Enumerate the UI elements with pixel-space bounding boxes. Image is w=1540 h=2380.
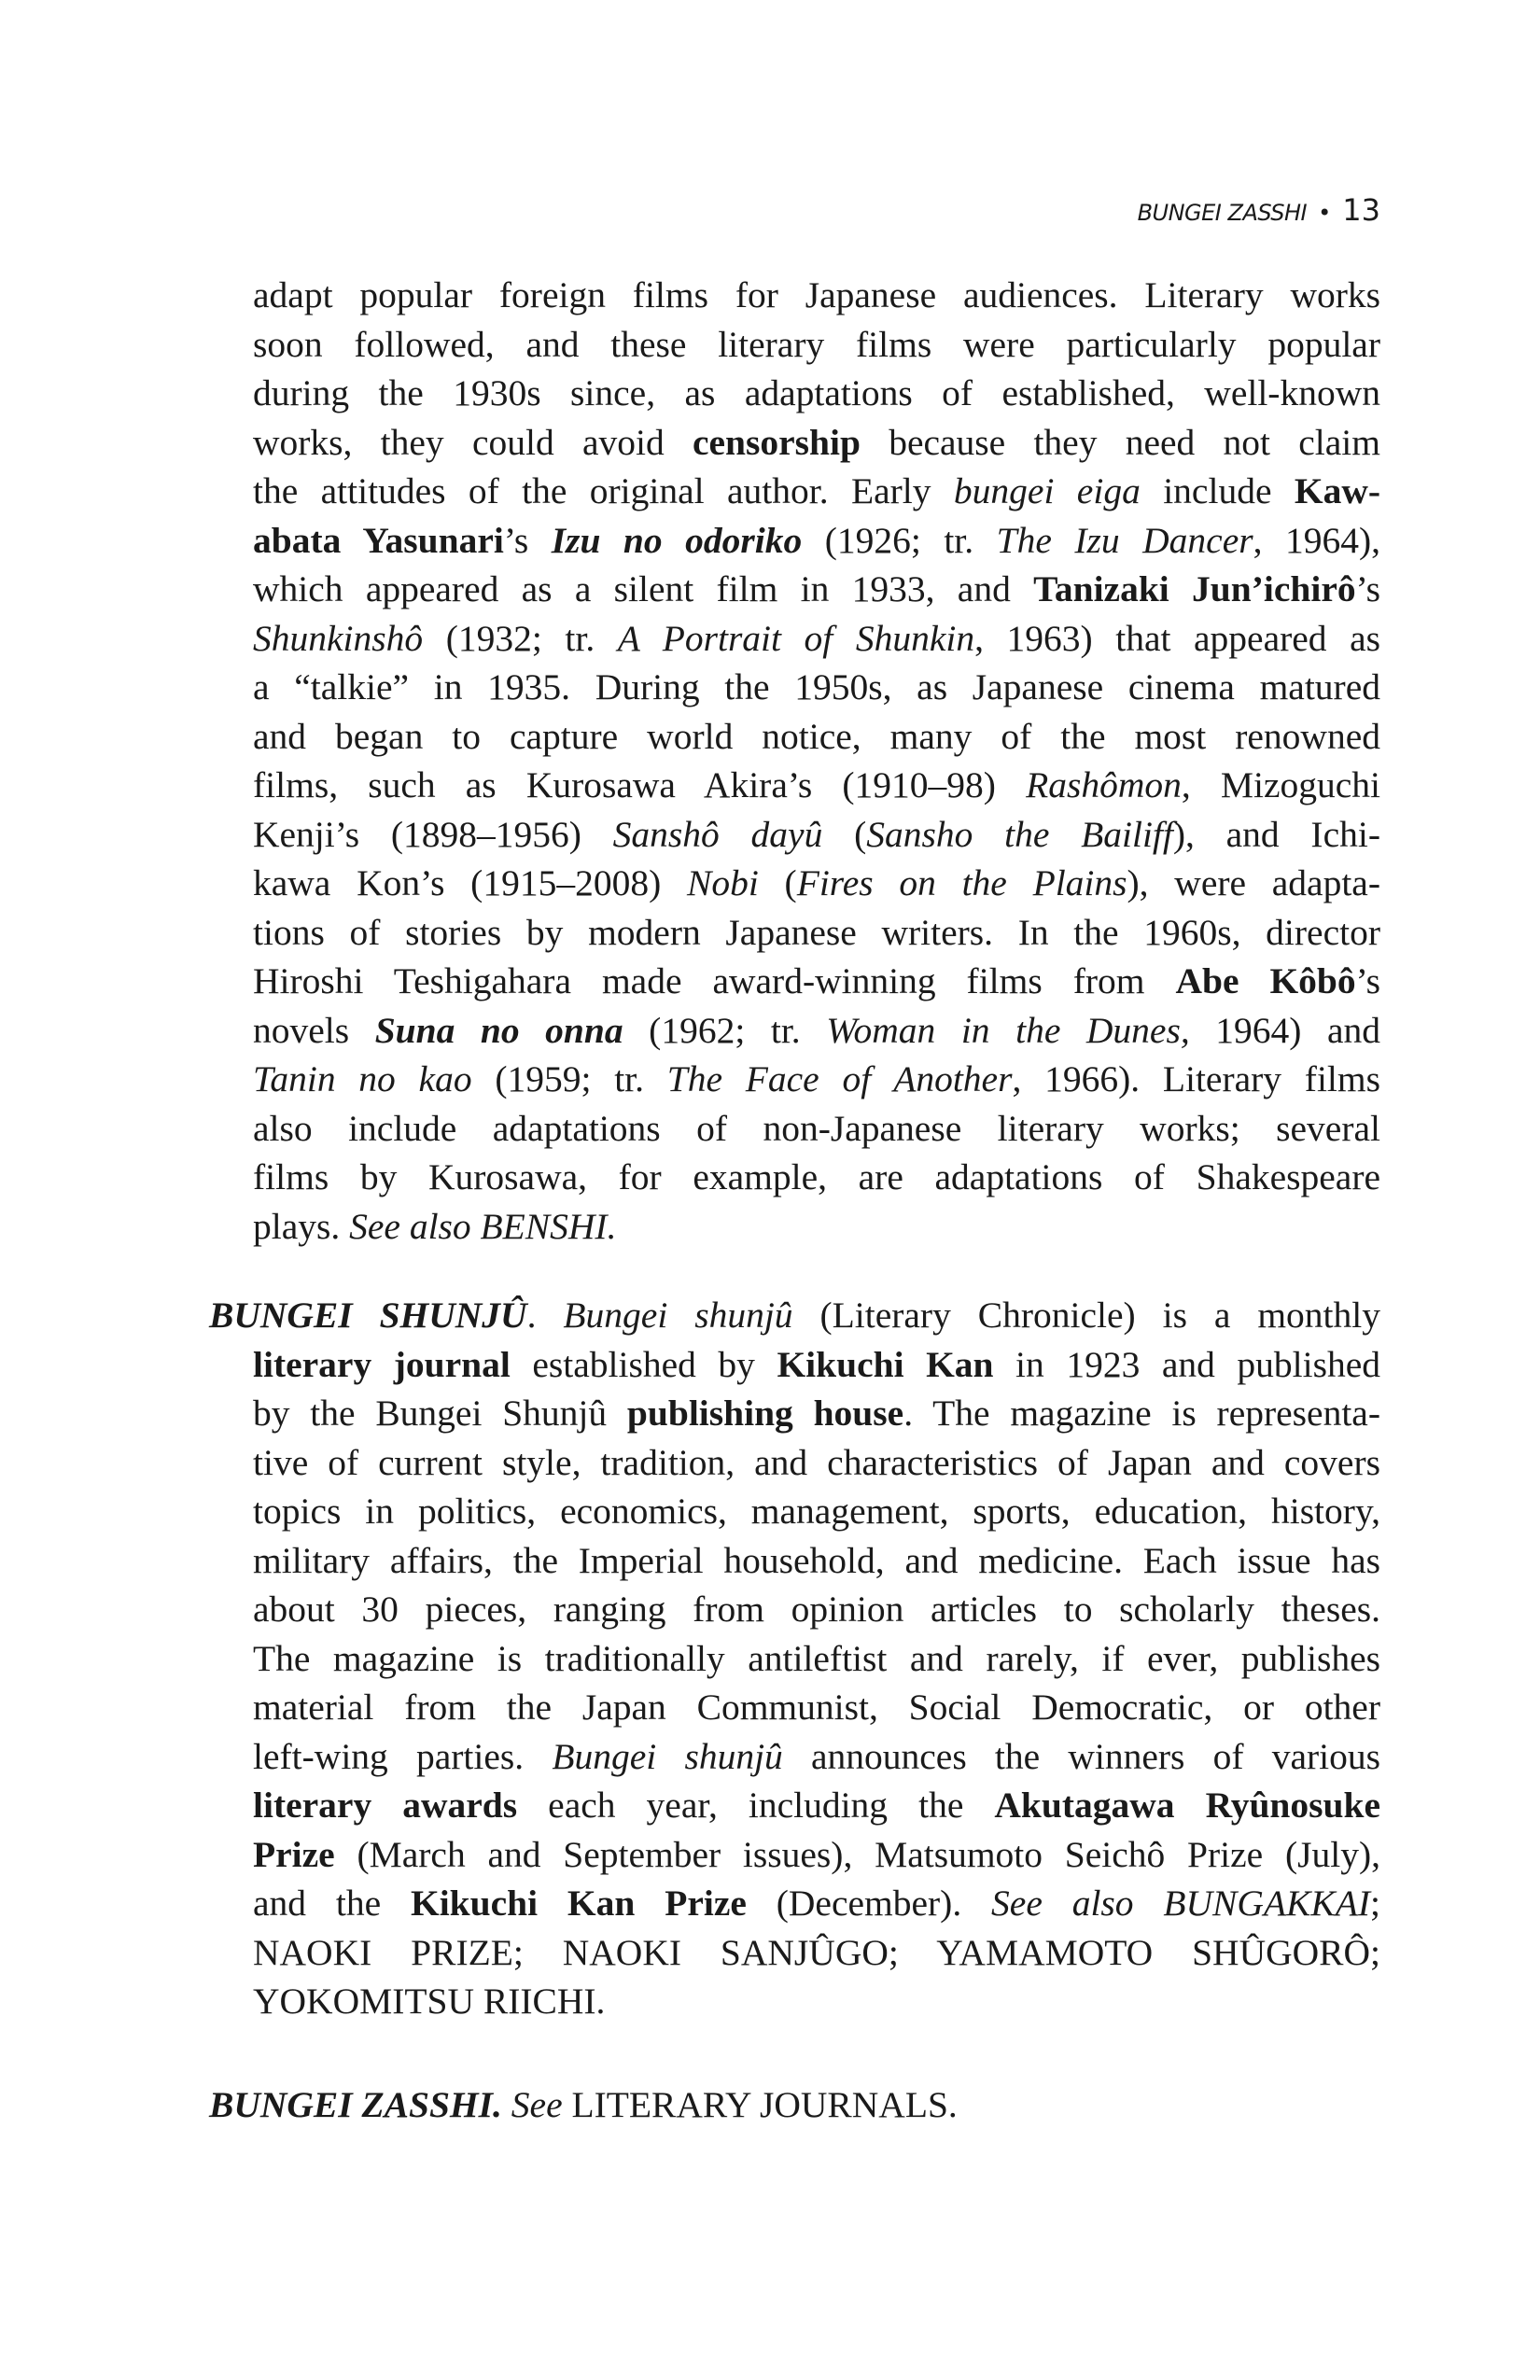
text-run: works, they could avoid <box>253 421 693 463</box>
text-run: (March and September issues), Matsumoto Seichô Prize (July), <box>334 1833 1380 1875</box>
bold-term: Prize <box>253 1833 335 1875</box>
text-line <box>209 1291 1380 1340</box>
text-run: the attitudes of the original author. Early <box>253 470 954 511</box>
text-line <box>209 2080 1380 2130</box>
text-line <box>253 1104 1380 1154</box>
text-run: about 30 pieces, ranging from opinion articles to scholarly theses. <box>253 1589 1380 1630</box>
headword: BUNGEI ZASSHI. <box>209 2084 502 2125</box>
bold-term: Tanizaki Jun’ichirô <box>1033 568 1356 609</box>
text-line <box>253 516 1380 566</box>
text-line <box>253 1340 1380 1390</box>
text-run: NAOKI PRIZE; NAOKI SANJÛGO; YAMAMOTO SHÛGORÔ; <box>253 1931 1380 1973</box>
italic-text: The Izu Dancer <box>996 519 1253 561</box>
text-run: ’s <box>503 519 552 561</box>
text-run: a “talkie” in 1935. During the 1950s, as Japanese cinema matured <box>253 666 1380 707</box>
text-line <box>253 1055 1380 1104</box>
text-run: kawa Kon’s (1915–2008) <box>253 862 687 903</box>
text-run: films by Kurosawa, for example, are adaptations of Shakespeare <box>253 1156 1380 1197</box>
bold-term: censorship <box>692 421 861 463</box>
italic-text: A Portrait of Shunkin <box>617 617 975 659</box>
text-line <box>253 663 1380 712</box>
text-line <box>253 1153 1380 1202</box>
text-line <box>253 1781 1380 1830</box>
text-run: LITERARY JOURNALS. <box>562 2084 958 2125</box>
text-run: , 1966). Literary films <box>1012 1058 1380 1099</box>
text-run: military affairs, the Imperial household, and medicine. Each issue has <box>253 1539 1380 1581</box>
italic-text: Sansho the Bailiff <box>866 813 1173 855</box>
text-run: . <box>526 1295 564 1336</box>
text-run: established by <box>510 1343 777 1385</box>
text-run: Hiroshi Teshigahara made award-winning films from <box>253 960 1176 1001</box>
text-run: by the Bungei Shunjû <box>253 1393 627 1434</box>
text-run: (1962; tr. <box>623 1009 827 1051</box>
page-number: 13 <box>1342 192 1380 228</box>
entry-bungei-zasshi <box>209 2080 1380 2130</box>
text-run: each year, including the <box>517 1785 995 1826</box>
bold-term: literary journal <box>253 1343 511 1385</box>
text-line <box>253 1389 1380 1438</box>
text-run: plays. <box>253 1205 350 1247</box>
headword: Suna no onna <box>374 1009 623 1051</box>
headword: Izu no odoriko <box>551 519 803 561</box>
running-head <box>1138 192 1380 228</box>
text-run: YOKOMITSU RIICHI. <box>253 1981 606 2022</box>
text-run: ), and Ichi- <box>1172 813 1380 855</box>
text-line <box>253 369 1380 418</box>
text-line <box>253 565 1380 614</box>
text-run: left-wing parties. <box>253 1735 553 1777</box>
italic-text: Fires on the Plains <box>796 862 1127 903</box>
text-run: because they need not claim <box>860 421 1380 463</box>
text-line <box>253 859 1380 908</box>
text-line <box>253 1732 1380 1782</box>
text-run: which appeared as a silent film in 1933, and <box>253 568 1034 609</box>
text-run: ( <box>758 862 797 903</box>
running-head-title: BUNGEI ZASSHI <box>1137 200 1308 226</box>
text-run: , 1964), <box>1253 519 1381 561</box>
text-run <box>502 2084 511 2125</box>
text-run: ’s <box>1355 568 1380 609</box>
bold-term: literary awards <box>253 1785 518 1826</box>
text-run: ; <box>1370 1883 1380 1924</box>
italic-text: Nobi <box>686 862 759 903</box>
bold-term: Kikuchi Kan <box>777 1343 994 1385</box>
text-line <box>253 614 1380 664</box>
text-run: Kenji’s (1898–1956) <box>253 813 613 855</box>
italic-text: Sanshô dayû <box>612 813 823 855</box>
text-run: material from the Japan Communist, Social Democratic, or other <box>253 1687 1380 1728</box>
text-line <box>253 1634 1380 1684</box>
entry-bungei-eiga-continuation <box>253 271 1380 1251</box>
text-line <box>253 418 1380 468</box>
text-run: and began to capture world notice, many of the most renowned <box>253 715 1380 757</box>
text-run: ( <box>822 813 867 855</box>
text-run: tive of current style, tradition, and characteristics of Japan and covers <box>253 1441 1380 1483</box>
bold-term: publishing house <box>626 1393 904 1434</box>
text-run: also include adaptations of non-Japanese literary works; several <box>253 1107 1380 1149</box>
italic-text: See also BENSHI. <box>349 1205 617 1247</box>
text-run: tions of stories by modern Japanese writers. In the 1960s, director <box>253 911 1380 953</box>
text-run: (1959; tr. <box>471 1058 667 1099</box>
text-line <box>253 1585 1380 1634</box>
italic-text: See <box>511 2084 563 2125</box>
text-line <box>253 908 1380 958</box>
italic-text: Bungei shunjû <box>563 1295 793 1336</box>
entry-bungei-shunju <box>209 1291 1381 2026</box>
text-line <box>253 1928 1380 1978</box>
text-run: , Mizoguchi <box>1181 764 1380 805</box>
text-run: The magazine is traditionally antileftist and rarely, if ever, publishes <box>253 1637 1380 1679</box>
italic-text: Bungei shunjû <box>552 1735 783 1777</box>
italic-text: The Face of Another <box>666 1058 1013 1099</box>
bold-term: Akutagawa Ryûnosuke <box>994 1785 1380 1826</box>
text-line <box>253 467 1380 516</box>
text-run: novels <box>253 1009 375 1051</box>
italic-text: bungei eiga <box>953 470 1141 511</box>
bold-term: Abe Kôbô <box>1175 960 1356 1001</box>
text-line <box>253 1006 1380 1056</box>
text-line <box>253 1438 1380 1488</box>
italic-text: See also BUNGAKKAI <box>991 1883 1371 1924</box>
text-run: (December). <box>746 1883 992 1924</box>
text-line <box>253 1830 1380 1880</box>
bold-term: abata Yasunari <box>253 519 504 561</box>
text-line <box>253 712 1380 762</box>
text-line <box>253 320 1380 370</box>
text-run: ), were adapta- <box>1127 862 1380 903</box>
text-line <box>253 271 1380 320</box>
text-run: (1932; tr. <box>423 617 618 659</box>
text-line <box>253 1202 1380 1252</box>
bold-term: Kaw- <box>1294 470 1381 511</box>
text-run: adapt popular foreign films for Japanese audiences. Literary works <box>253 274 1380 315</box>
bold-term: Kikuchi Kan Prize <box>410 1883 747 1924</box>
text-run: soon followed, and these literary films were particularly popular <box>253 323 1380 365</box>
italic-text: Rashômon <box>1026 764 1182 805</box>
text-run: include <box>1140 470 1295 511</box>
italic-text: Woman in the Dunes, <box>826 1009 1190 1051</box>
text-line <box>253 1977 1380 2026</box>
text-run: topics in politics, economics, management, sports, education, history, <box>253 1491 1380 1532</box>
text-line <box>253 810 1380 860</box>
text-run: ’s <box>1355 960 1380 1001</box>
bullet-separator: • <box>1318 200 1332 226</box>
text-line <box>253 1487 1380 1536</box>
italic-text: Tanin no kao <box>253 1058 472 1099</box>
text-run: announces the winners of various <box>782 1735 1381 1777</box>
text-run: during the 1930s since, as adaptations of established, well-known <box>253 372 1380 413</box>
text-run: 1964) and <box>1189 1009 1381 1051</box>
text-run: and the <box>253 1883 411 1924</box>
text-run: films, such as Kurosawa Akira’s (1910–98) <box>253 764 1027 805</box>
text-line <box>253 1683 1380 1732</box>
headword: BUNGEI SHUNJÛ <box>209 1295 527 1336</box>
text-line <box>253 1536 1380 1586</box>
text-line <box>253 1879 1380 1928</box>
text-line <box>253 761 1380 810</box>
text-run: (1926; tr. <box>802 519 997 561</box>
text-run: . The magazine is representa- <box>903 1393 1380 1434</box>
text-run: (Literary Chronicle) is a monthly <box>792 1295 1381 1336</box>
text-run: , 1963) that appeared as <box>974 617 1380 659</box>
italic-text: Shunkinshô <box>253 617 424 659</box>
text-run: in 1923 and published <box>993 1343 1381 1385</box>
text-line <box>253 957 1380 1006</box>
